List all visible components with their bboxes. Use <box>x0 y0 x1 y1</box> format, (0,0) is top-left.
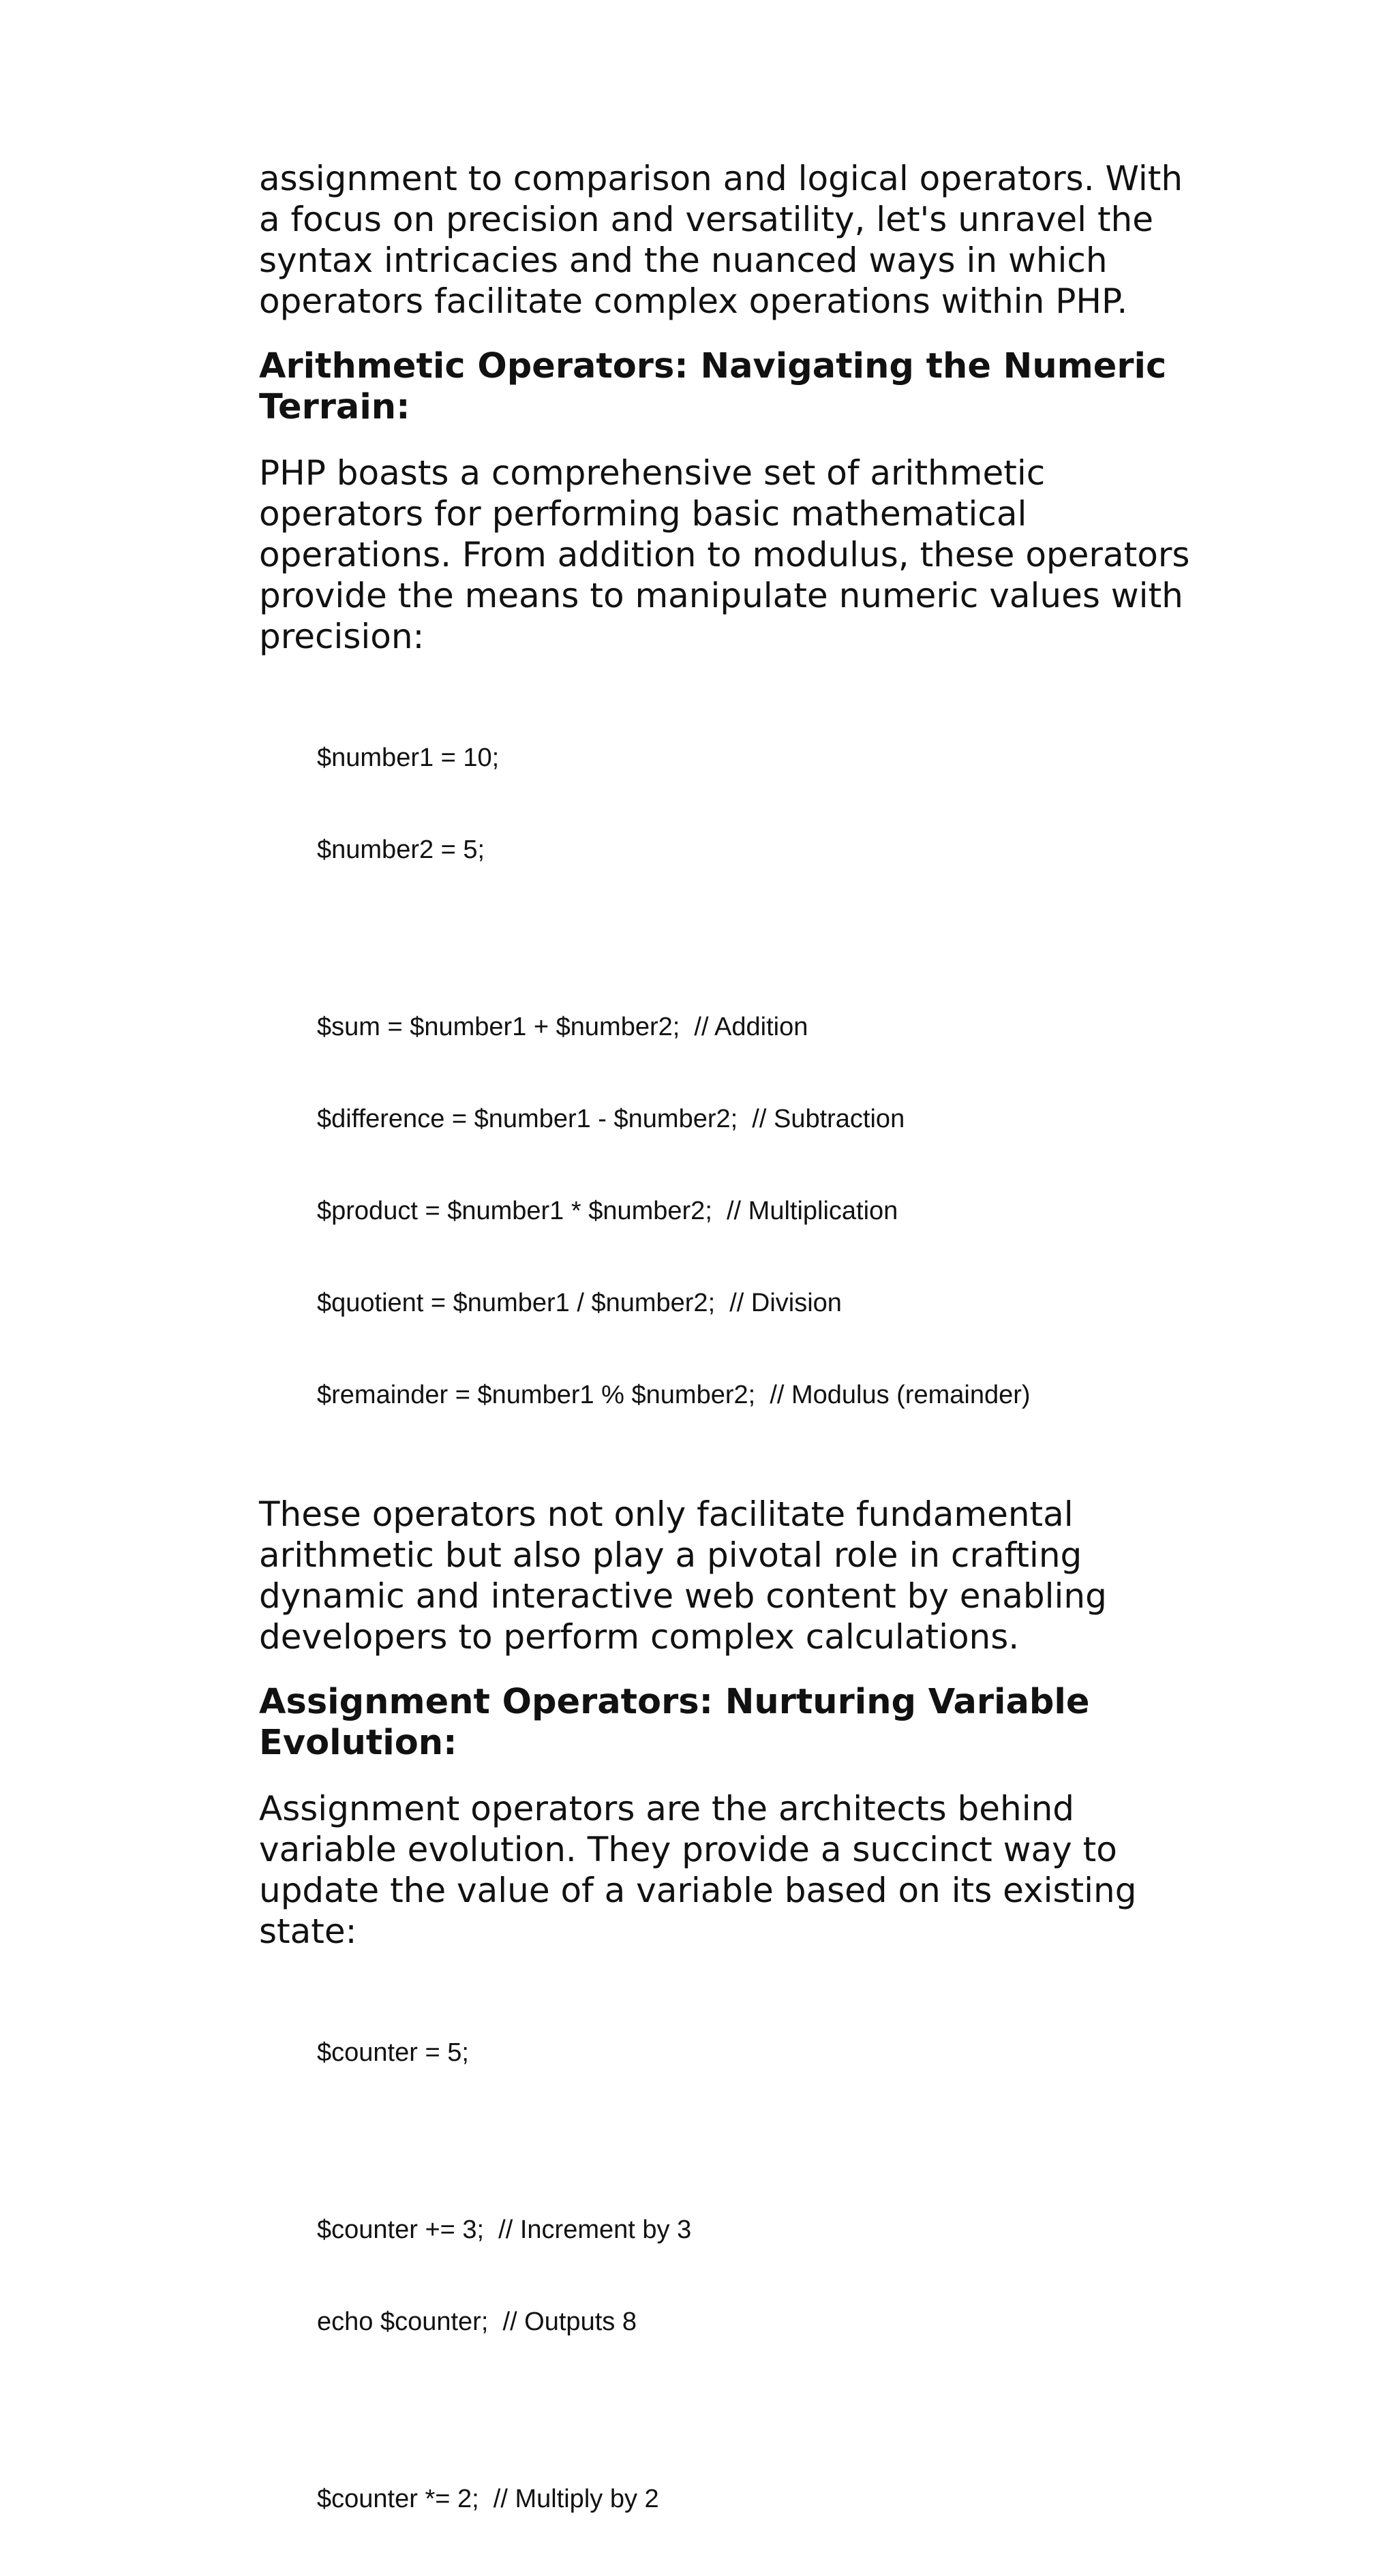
code-line: $remainder = $number1 % $number2; // Modulus (remainder) <box>317 1381 1031 1409</box>
code-line: $number2 = 5; <box>317 835 485 864</box>
heading-line: Assignment Operators: Nurturing Variable <box>259 1682 1090 1722</box>
text-line: operations. From addition to modulus, these operators <box>259 535 1190 574</box>
text-line: state: <box>259 1912 357 1951</box>
arithmetic-followup-paragraph <box>259 1494 1200 1657</box>
text-line: developers to perform complex calculations. <box>259 1617 1020 1657</box>
arithmetic-paragraph <box>259 453 1200 657</box>
assignment-heading <box>259 1682 1200 1764</box>
intro-paragraph <box>259 158 1200 322</box>
code-line: $counter += 3; // Increment by 3 <box>317 2215 692 2244</box>
text-line: variable evolution. They provide a succinct way to <box>259 1830 1117 1869</box>
text-line: Assignment operators are the architects behind <box>259 1789 1075 1828</box>
code-block-counter-init <box>317 1976 1200 2130</box>
heading-line: Evolution: <box>259 1723 457 1763</box>
text-line: PHP boasts a comprehensive set of arithmetic <box>259 453 1046 493</box>
arithmetic-heading <box>259 346 1200 428</box>
document-page <box>259 158 1200 2576</box>
code-line: $counter *= 2; // Multiply by 2 <box>317 2485 659 2513</box>
text-line: assignment to comparison and logical operators. With <box>259 159 1183 198</box>
text-line: dynamic and interactive web content by enabling <box>259 1576 1107 1616</box>
assignment-paragraph <box>259 1788 1200 1952</box>
text-line: precision: <box>259 617 425 656</box>
text-line: operators facilitate complex operations within PHP. <box>259 281 1128 321</box>
text-line: update the value of a variable based on its existing <box>259 1871 1137 1910</box>
heading-line: Arithmetic Operators: Navigating the Numeric <box>259 346 1167 386</box>
code-line: $counter = 5; <box>317 2038 469 2067</box>
text-line: provide the means to manipulate numeric values with <box>259 576 1183 615</box>
text-line: arithmetic but also play a pivotal role in crafting <box>259 1535 1082 1575</box>
text-line: operators for performing basic mathematical <box>259 494 1027 534</box>
code-line: $sum = $number1 + $number2; // Addition <box>317 1013 808 1041</box>
code-line: echo $counter; // Outputs 8 <box>317 2307 637 2336</box>
text-line: a focus on precision and versatility, let's unravel the <box>259 200 1154 239</box>
code-block-counter-multiply <box>317 2423 1200 2576</box>
code-block-variables <box>317 681 1200 927</box>
text-line: syntax intricacies and the nuanced ways in which <box>259 241 1108 280</box>
heading-line: Terrain: <box>259 387 410 427</box>
code-block-counter-increment <box>317 2153 1200 2399</box>
code-line: $quotient = $number1 / $number2; // Division <box>317 1289 842 1317</box>
code-line: $difference = $number1 - $number2; // Subtraction <box>317 1105 905 1133</box>
code-line: $number1 = 10; <box>317 743 500 772</box>
text-line: These operators not only facilitate fundamental <box>259 1494 1074 1534</box>
code-block-arithmetic <box>317 951 1200 1472</box>
code-line: $product = $number1 * $number2; // Multiplication <box>317 1197 898 1225</box>
